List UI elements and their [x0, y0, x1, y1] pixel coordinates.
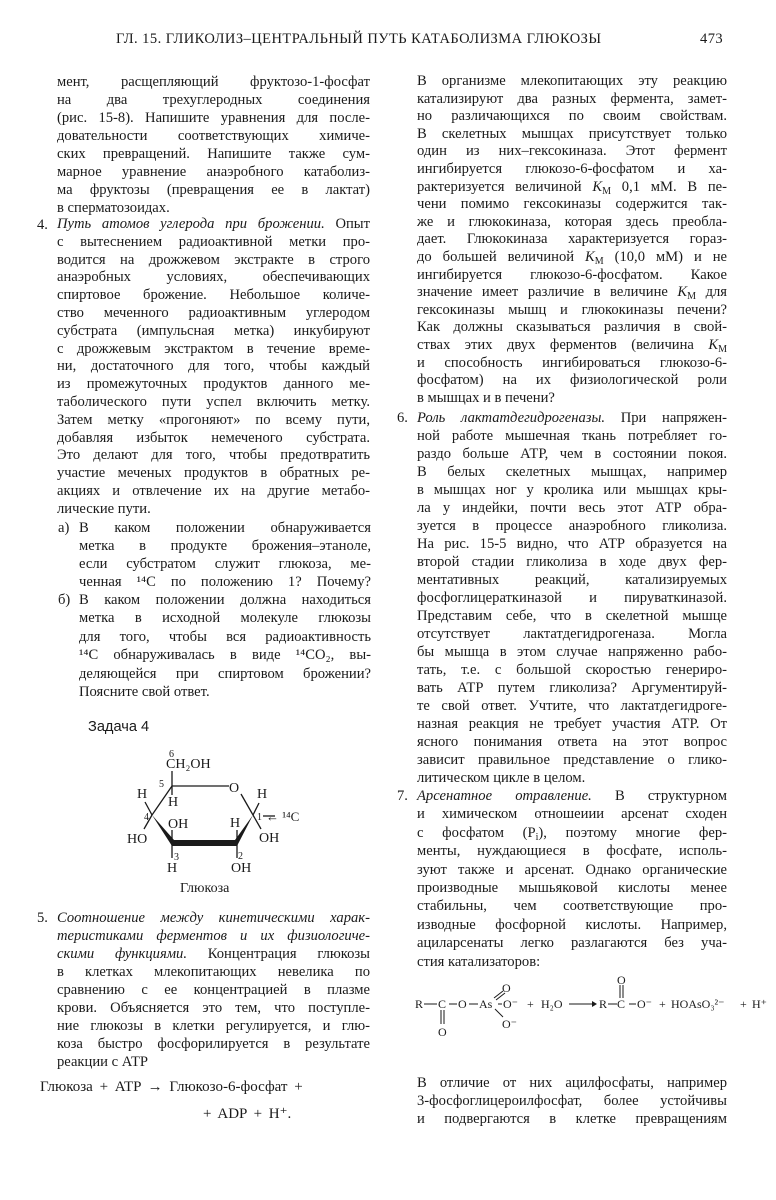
text-line: фосфатом) на их физиологической роли	[417, 372, 727, 389]
chem-operator: +	[527, 997, 534, 1011]
reaction-arrow-head	[592, 1001, 597, 1007]
atom-label: OH	[168, 817, 189, 832]
text-line	[417, 249, 727, 267]
text-line: дает. Глюкокиназа характеризуется гораз-	[417, 231, 727, 248]
chem-atom: C	[617, 997, 626, 1011]
text-line: зуют также и арсенат. Однако органические	[417, 861, 727, 878]
text-run: теристиками ферментов и их физиологиче-	[57, 928, 370, 944]
text-run: Соотношение между кинетическими харак-	[57, 910, 370, 926]
text-line: ние глюкозы в клетки регулируется, и глю-	[57, 1018, 370, 1034]
text-line: деляющейся при спиртовом брожении?	[79, 665, 371, 682]
text-line: изводные фосфорной кислоты. Например,	[417, 916, 727, 933]
text-run: (10,0 мМ) и не	[603, 248, 727, 265]
text-line: отсутствует лактатдегидрогеназа. Могла	[417, 626, 727, 642]
atom-label: OH	[259, 831, 280, 846]
figure-caption: Задача 4	[88, 719, 150, 735]
text-run: скими функциями.	[57, 946, 187, 962]
text-run: i	[535, 831, 539, 843]
text-line: ментативных реакций, катализируемых	[417, 572, 727, 588]
text-run: K	[592, 178, 603, 195]
text-line: для того, чтобы вся радиоактивность	[79, 628, 371, 645]
text-line: гексокиназы мышц и глюкокиназы печени?	[417, 301, 727, 318]
text-line: на два трехуглеродных соединения	[57, 92, 370, 108]
atom-number: 6	[169, 749, 174, 760]
problem-5-continuation	[417, 73, 727, 407]
atom-number: 4	[144, 812, 149, 823]
chem-atom: R	[415, 997, 424, 1011]
text-line: вать АТР путем гликолиза? Аргументируй-	[417, 680, 727, 696]
text-run: В структурном	[591, 788, 727, 804]
text-line: В отличие от них ацилфосфаты, например	[417, 1075, 727, 1091]
text-line: Представим себе, что в скелетной мышце	[417, 608, 727, 624]
text-line: ни, достаточного для того, чтобы каждый	[57, 358, 370, 375]
text-line: стия катализаторов:	[417, 953, 541, 970]
text-run: значение имеет различие в величине	[417, 284, 678, 301]
chem-atom: R	[599, 997, 608, 1011]
atom-number: 1	[257, 812, 262, 823]
text-run: Концентрация глюкозы	[187, 946, 370, 962]
text-line	[417, 337, 727, 355]
text-line	[417, 824, 727, 842]
text-line: В каком положении обнаруживается	[79, 520, 371, 536]
text-run: ), поэтому многие фер-	[538, 824, 727, 841]
text-line: 3-фосфоглицероилфосфат, более устойчивы	[417, 1093, 727, 1109]
text-line: из промежуточных продуктов данного ме-	[57, 376, 370, 393]
text-line: На рис. 15-5 видно, что АТР образуется на	[417, 536, 727, 552]
text-line: литическом цикле в целом.	[417, 770, 586, 786]
problem-5	[57, 909, 370, 1071]
problem-7-continuation	[417, 1074, 727, 1128]
text-line: чени помимо гексокиназы содержится так-	[417, 196, 727, 213]
problem-number: 5.	[37, 910, 48, 926]
text-line: фосфоглицераткиназой и пируваткиназой.	[417, 590, 727, 606]
text-line: сравнению с ее концентрацией в плазме	[57, 982, 370, 998]
text-line: раздо больше АТР, чем в состоянии покоя.	[417, 446, 727, 462]
text-run: Путь атомов углерода при брожении.	[57, 216, 325, 232]
text-line: катализируют два разных фермента, замет-	[417, 90, 727, 107]
text-run: 0,1 мМ. В пе-	[611, 178, 727, 195]
text-run: Роль лактатдегидрогеназы.	[417, 410, 605, 426]
chem-operator: +	[659, 997, 666, 1011]
text-line: В скелетных мышцах присутствует только	[417, 125, 727, 142]
text-line: тать, т.е. с большой скоростью генериро-	[417, 662, 727, 678]
atom-label: HO	[127, 832, 148, 847]
chem-atom: O	[617, 973, 626, 987]
chem-atom: O	[502, 981, 511, 995]
chem-atom: C	[438, 997, 447, 1011]
chem-atom: O	[438, 1025, 447, 1039]
text-line	[57, 909, 370, 927]
text-line	[417, 787, 727, 805]
figure-compound-name: Глюкоза	[180, 881, 230, 896]
problem-number: 7.	[397, 788, 408, 804]
text-line: в мышцах и в печени?	[417, 389, 555, 406]
text-line: В белых скелетных мышцах, например	[417, 464, 727, 480]
text-line: мент, расщепляющий фруктозо-1-фосфат	[57, 74, 370, 90]
text-line: с вытеснением радиоактивной метки про-	[57, 233, 370, 250]
text-line: зависит правильное представление о глико-	[417, 752, 727, 768]
text-line: в сперматозоидах.	[57, 200, 170, 216]
problem-number: 4.	[37, 217, 48, 233]
text-line: участие меченых продуктов в обратных ре-	[57, 465, 370, 482]
text-line: В каком положении должна находиться	[79, 592, 371, 608]
text-line: второй стадии гликолиза в ходе двух фер-	[417, 554, 727, 570]
running-title: ГЛ. 15. ГЛИКОЛИЗ–ЦЕНТРАЛЬНЫЙ ПУТЬ КАТАБОЛИЗМА ГЛЮКОЗЫ	[116, 31, 602, 47]
text-line: довательности соответствующих химиче-	[57, 128, 370, 144]
text-line: метка в исходной молекуле глюкозы	[79, 610, 371, 627]
text-line: Как должны сказываться различия в свой-	[417, 319, 727, 336]
atom-label: H	[168, 795, 179, 810]
atom-label: H	[137, 787, 148, 802]
text-run: При напряжен-	[605, 410, 727, 426]
text-line: ма фруктозы (превращения ее в лактат)	[57, 182, 370, 198]
text-line: крови. Объясняется это тем, что поступле-	[57, 1000, 370, 1016]
text-line: Поясните свой ответ.	[79, 683, 210, 700]
text-line: ингибируется глюкозо-6-фосфатом. Какое	[417, 266, 727, 283]
atom-label: H	[230, 816, 241, 831]
text-line: коза быстро фосфорилируется в результате	[57, 1036, 370, 1052]
text-line: ла у индейки, почти весь этот АТР обра-	[417, 500, 727, 516]
glucose-phosphorylation-equation-line-2: + ADP + H⁺.	[203, 1106, 292, 1122]
text-run: до большей величиной	[417, 248, 585, 265]
atom-label: OH	[231, 861, 252, 876]
atom-number: 5	[159, 779, 164, 790]
text-line: акциях и отвлечение их на другие метабо-	[57, 482, 370, 499]
atom-number: 3	[174, 852, 179, 863]
page-number: 473	[700, 31, 724, 47]
chem-atom: O⁻	[502, 1017, 517, 1031]
text-line: назная реакция не требует участия АТР. От	[417, 716, 727, 732]
text-line: и способность ингибироваться глюкозо-6-	[417, 354, 727, 371]
text-run: для	[696, 284, 727, 301]
atom-label: CH₂OH	[166, 757, 211, 772]
chem-operator: +	[740, 997, 747, 1011]
text-line	[57, 945, 370, 963]
text-run: с фосфатом (P	[417, 824, 536, 841]
text-run: K	[677, 284, 688, 301]
ring-oxygen: O	[229, 781, 240, 796]
text-line: водится на дрожжевом экстракте в строго	[57, 251, 370, 268]
isotope-label: ← ¹⁴C	[266, 809, 300, 824]
problem-7	[417, 787, 727, 971]
text-line: в мышцах ног у кролика или мышцах кры-	[417, 482, 727, 498]
chem-atom: O⁻	[637, 997, 652, 1011]
text-line: лические пути.	[57, 500, 151, 517]
text-line: марное уравнение анаэробного катаболиз-	[57, 164, 370, 180]
text-line: Это делают для того, чтобы предотвратить	[57, 447, 370, 464]
text-line: ство меченного радиоактивным углеродом	[57, 304, 370, 321]
text-line: ясного понимания ответа на этот вопрос	[417, 734, 727, 750]
text-line: и химическом отношеиии арсенат сходен	[417, 806, 727, 823]
chem-species: H₂O	[541, 997, 563, 1011]
text-line: в клетках млекопитающих невелика по	[57, 964, 370, 980]
text-line: стабильны, чем соответствующие про-	[417, 898, 727, 915]
text-line: Затем метку «прогоняют» по всему пути,	[57, 411, 370, 428]
subquestion-label: б)	[58, 592, 71, 608]
chem-atom: O	[458, 997, 467, 1011]
text-run: M	[602, 185, 612, 197]
text-line: менты, нуждающиеся в фосфате, исполь-	[417, 843, 727, 860]
text-line: ченная ¹⁴C по положению 1? Почему?	[79, 574, 371, 590]
text-line: таболического пути успел включить метку.	[57, 393, 370, 410]
glucose-phosphorylation-equation-line-1: Глюкоза + ATP → Глюкозо-6-фосфат +	[40, 1079, 303, 1095]
atom-label: H	[167, 861, 178, 876]
problem-number: 6.	[397, 410, 408, 426]
text-line: ингибируется глюкозо-6-фосфатом и ха-	[417, 160, 727, 177]
subquestion-label: а)	[58, 520, 70, 536]
text-run: K	[585, 248, 595, 265]
text-run: M	[594, 255, 604, 267]
chem-atom: O⁻	[503, 997, 518, 1011]
text-line: и подвергаются в клетке превращениям	[417, 1111, 727, 1127]
text-line: ациларсенаты легко разлагаются без уча-	[417, 935, 727, 952]
text-line: В организме млекопитающих эту реакцию	[417, 73, 727, 89]
text-line: ¹⁴C обнаруживалась в виде ¹⁴CO₂, вы-	[79, 647, 371, 664]
text-line: с дрожжевым экстрактом в течение време-	[57, 340, 370, 357]
problem-6	[417, 409, 727, 787]
text-line: но различающихся по своим свойствам.	[417, 108, 727, 125]
text-run: ствах этих двух ферментов (величина	[417, 336, 709, 353]
text-line	[417, 179, 727, 197]
text-run: M	[687, 291, 697, 303]
text-line: анаэробных условиях, обеспечивающих	[57, 269, 370, 286]
arsenate-equation	[415, 973, 767, 1039]
text-run: рактеризуется величиной	[417, 178, 593, 195]
text-line: зуется в процессе анаэробного гликолиза.	[417, 518, 727, 534]
text-line: же и глюкокиназа, которая здесь преобла-	[417, 213, 727, 230]
text-line: если субстратом служит глюкоза, ме-	[79, 556, 371, 572]
chem-species: H⁺	[752, 997, 767, 1011]
atom-number: 2	[238, 851, 243, 862]
text-run: Опыт	[324, 216, 370, 232]
text-line: ских превращений. Напишите также сум-	[57, 146, 370, 162]
atom-label: H	[257, 787, 268, 802]
text-run: Арсенатное отравление.	[417, 788, 592, 804]
text-run: M	[718, 343, 727, 355]
text-line: добавляя избыток немеченого субстрата.	[57, 429, 370, 446]
chem-atom: As	[479, 997, 493, 1011]
text-line: (рис. 15-8). Напишите уравнения для после-	[57, 110, 370, 126]
text-line	[57, 927, 370, 945]
text-run: K	[708, 336, 719, 353]
text-line: производные мышьяковой кислоты менее	[417, 879, 727, 896]
chem-species: HOAsO₃²⁻	[671, 997, 725, 1011]
text-line: один из них–гексокиназа. Этот фермент	[417, 143, 727, 160]
text-line: реакции с АТР	[57, 1054, 149, 1070]
text-line: те свой ответ. Учтите, что лактатдегидроге-	[417, 698, 727, 714]
text-line: ной работе мышечная ткань потребляет го-	[417, 428, 727, 444]
text-line: субстрата (импульсная метка) инкубируют	[57, 322, 370, 339]
text-line	[417, 409, 727, 427]
text-line: бы мышца в этом случае напряженно рабо-	[417, 644, 727, 660]
text-line: метка в продукте брожения–этаноле,	[79, 538, 371, 554]
text-line	[417, 284, 727, 302]
text-line: спиртовое брожение. Небольшое количе-	[57, 287, 370, 304]
